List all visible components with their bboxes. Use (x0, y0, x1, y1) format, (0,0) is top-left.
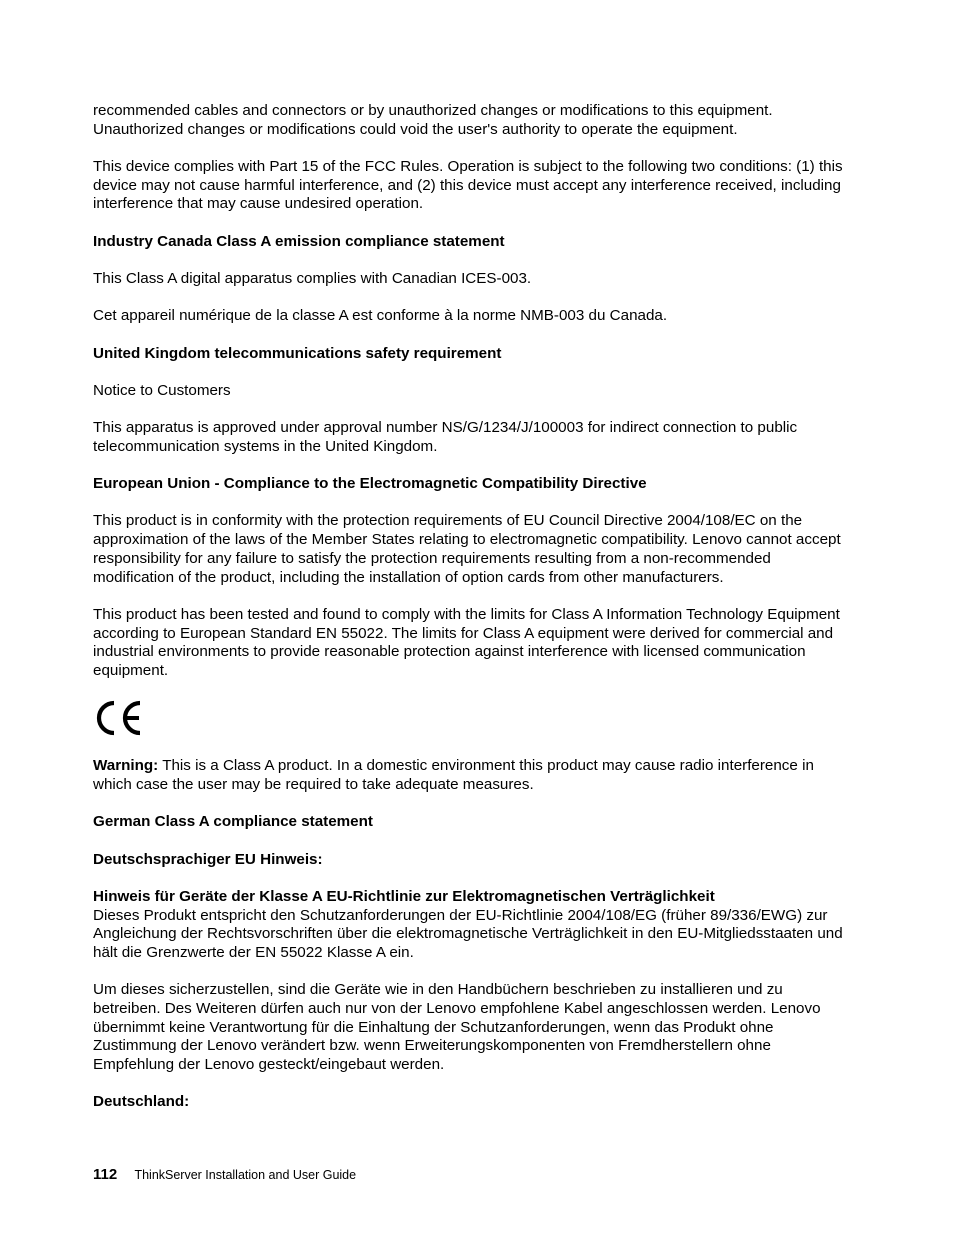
paragraph-uk-approval: This apparatus is approved under approval number NS/G/1234/J/100003 for indirect connection to public telecommunication systems in the United Kingdom. (93, 419, 798, 455)
paragraph-eu-conformity: This product is in conformity with the protection requirements of EU Council Directive 2004/108/EC on the approximation of the laws of the Member States relating to electromagnetic compatibility. Lenovo cannot accept responsibility for any failure to satisfy the protection requirements resulting from a non-recommended modification of the product, including the installation of option cards from other manufacturers. (93, 512, 841, 586)
paragraph-eu-tested: This product has been tested and found to comply with the limits for Class A Information Technology Equipment according to European Standard EN 55022. The limits for Class A equipment were derived for commercial and industrial environments to provide reasonable protection against interference with licensed communication equipment. (93, 605, 840, 679)
paragraph-warning (93, 757, 853, 794)
heading-industry-canada: Industry Canada Class A emission compliance statement (93, 232, 505, 250)
page-body (93, 102, 853, 1131)
paragraph-notice-customers: Notice to Customers (93, 381, 231, 399)
paragraph-um-dieses: Um dieses sicherzustellen, sind die Geräte wie in den Handbüchern beschrieben zu installieren und zu betreiben. Des Weiteren dürfen auch nur von der Lenovo empfohlene Kabel angeschlossen werden. Lenovo übernimmt keine Verantwortung für die Einhaltung der Schutzanforderungen, wenn das Produkt ohne Zustimmung der Lenovo verändert bzw. wenn Erweiterungskomponenten von Fremdherstellern ohne Empfehlung der Lenovo gesteckt/eingebaut werden. (93, 981, 821, 1074)
ce-mark-icon (93, 699, 143, 737)
heading-eu-emc: European Union - Compliance to the Electromagnetic Compatibility Directive (93, 475, 647, 493)
paragraph-fcc-cables: recommended cables and connectors or by unauthorized changes or modifications to this equipment. Unauthorized changes or modifications could void the user's authority to operate the equipment. (93, 102, 773, 138)
warning-label: Warning: (93, 757, 159, 775)
page-number: 112 (93, 1166, 118, 1183)
paragraph-nmb: Cet appareil numérique de la classe A est conforme à la norme NMB-003 du Canada. (93, 307, 668, 325)
heading-deutschland: Deutschland: (93, 1093, 190, 1111)
paragraph-dieses-produkt: Dieses Produkt entspricht den Schutzanforderungen der EU-Richtlinie 2004/108/EG (früher 89/336/EWG) zur Angleichung der Rechtsvorschriften über die elektromagnetische Verträglichkeit in den EU-Mitgliedsstaaten und hält die Grenzwerte der EN 55022 Klasse A ein. (93, 906, 843, 961)
heading-deutschsprachiger: Deutschsprachiger EU Hinweis: (93, 850, 323, 868)
heading-uk-telecom: United Kingdom telecommunications safety requirement (93, 344, 502, 362)
page-footer (93, 1165, 356, 1185)
heading-hinweis: Hinweis für Geräte der Klasse A EU-Richtlinie zur Elektromagnetischen Verträglichkeit (93, 887, 715, 905)
footer-doc-title: ThinkServer Installation and User Guide (134, 1168, 357, 1182)
paragraph-fcc-part15: This device complies with Part 15 of the FCC Rules. Operation is subject to the following two conditions: (1) this device may not cause harmful interference, and (2) this device must accept any interference received, including interference that may cause undesired operation. (93, 158, 843, 213)
paragraph-ices: This Class A digital apparatus complies with Canadian ICES-003. (93, 270, 532, 287)
heading-german-class-a: German Class A compliance statement (93, 813, 373, 831)
warning-text: This is a Class A product. In a domestic environment this product may cause radio interference in which case the user may be required to take adequate measures. (93, 757, 814, 793)
